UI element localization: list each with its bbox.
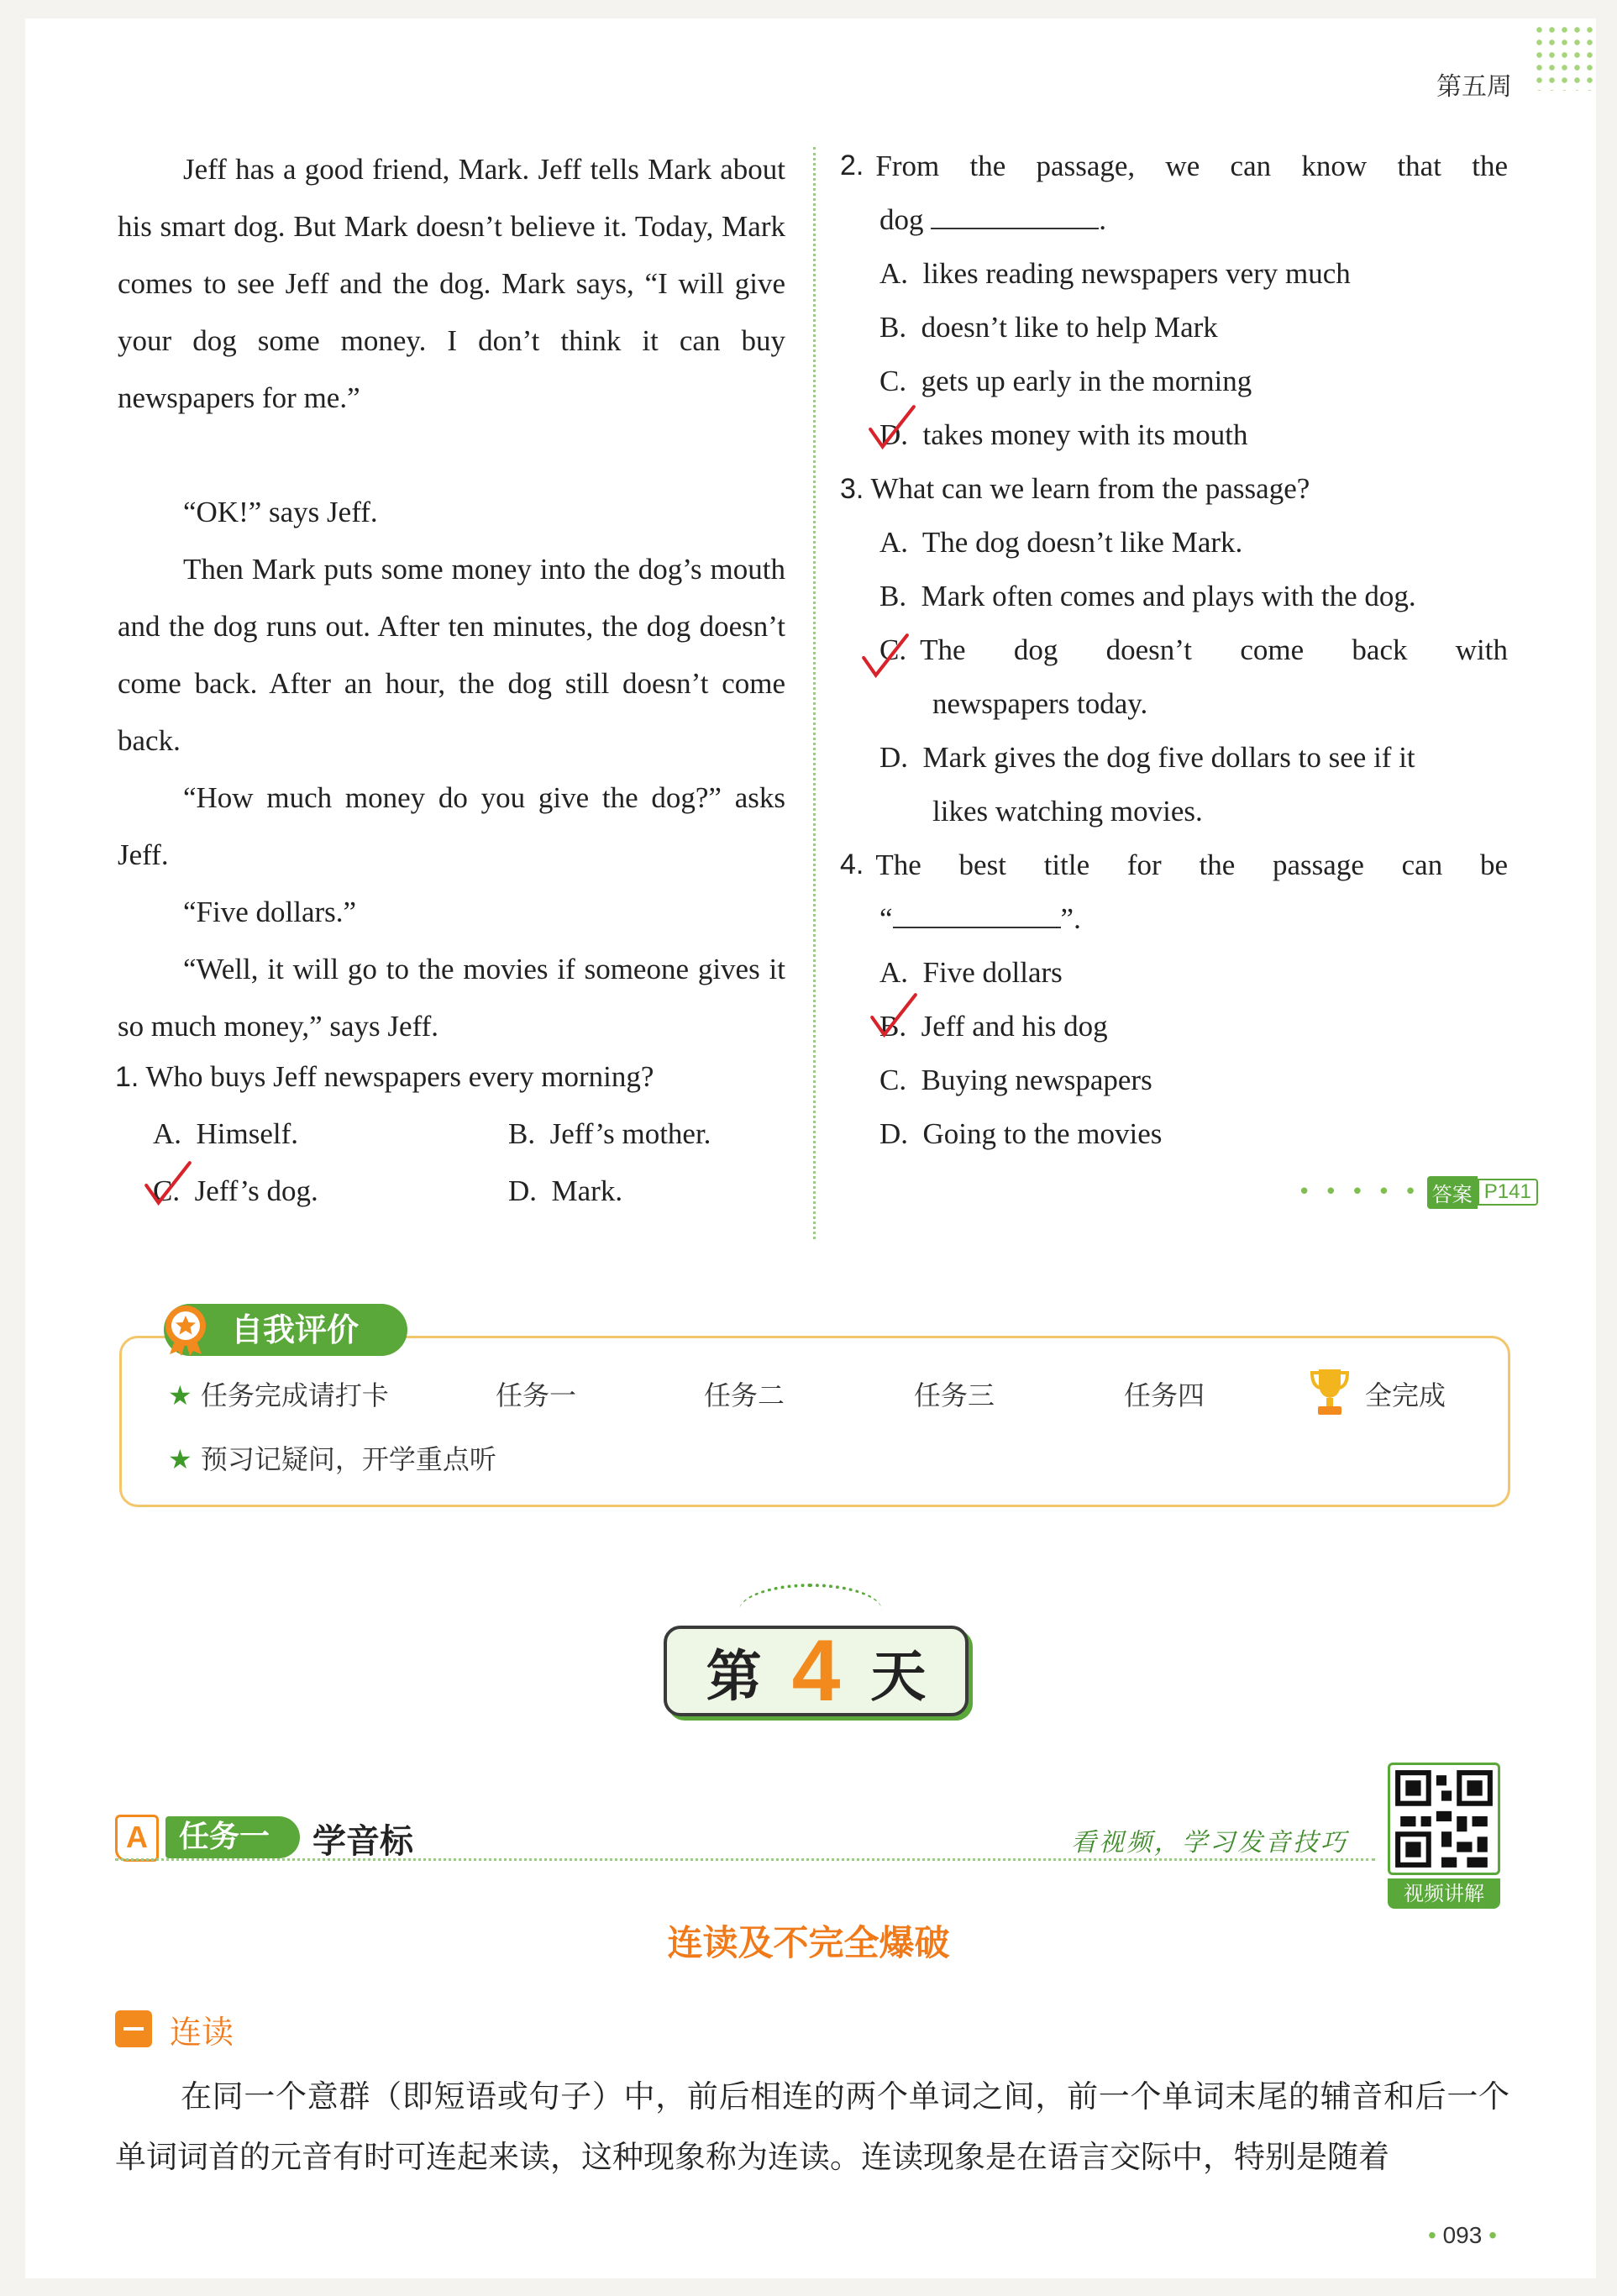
passage-paragraph-6: “Well, it will go to the movies if someone gives it so much money,” says Jeff. bbox=[118, 953, 785, 1043]
q1-option-b[interactable] bbox=[508, 1117, 711, 1151]
q3-option-c[interactable] bbox=[879, 633, 1508, 667]
title-answer-blank[interactable] bbox=[893, 903, 1061, 928]
question-4-close-quote: ”. bbox=[1060, 902, 1081, 935]
question-2-stem-line2 bbox=[879, 203, 1106, 237]
qr-code-icon[interactable] bbox=[1388, 1763, 1500, 1875]
q4-option-a-text: Five dollars bbox=[922, 956, 1063, 989]
q1-check-mark-icon bbox=[141, 1159, 193, 1211]
question-1 bbox=[115, 1060, 654, 1094]
task-checkin-4[interactable]: 任务四 bbox=[1124, 1379, 1205, 1411]
page-number-dot-right: • bbox=[1488, 2222, 1497, 2248]
answer-dots: • • • • • bbox=[1298, 1180, 1420, 1205]
all-complete-checkin[interactable]: 全完成 bbox=[1365, 1379, 1446, 1411]
q2-check-mark-icon bbox=[865, 403, 917, 455]
q4-option-a-letter: A. bbox=[879, 956, 909, 989]
task-checkin-1[interactable]: 任务一 bbox=[496, 1379, 577, 1411]
q3-option-d[interactable] bbox=[879, 741, 1415, 775]
q1-option-d-text: Mark. bbox=[551, 1174, 623, 1207]
passage-paragraph-3: Then Mark puts some money into the dog’s mouth and the dog runs out. After ten minutes, the dog doesn’t come back. After an hour, the dog still doesn’t come back. bbox=[118, 553, 785, 757]
day-heading bbox=[664, 1621, 969, 1720]
q2-option-d-letter: D. bbox=[879, 418, 909, 451]
video-label: 视频讲解 bbox=[1388, 1878, 1500, 1909]
day-suffix: 天 bbox=[870, 1643, 927, 1709]
answer-page: P141 bbox=[1478, 1179, 1538, 1206]
question-1-number: 1. bbox=[115, 1061, 139, 1093]
q4-option-c-letter: C. bbox=[879, 1064, 907, 1096]
q4-option-d-letter: D. bbox=[879, 1117, 909, 1150]
question-2-number: 2. bbox=[840, 150, 864, 181]
question-4-stem-line2 bbox=[879, 902, 1081, 936]
question-4-open-quote: “ bbox=[879, 902, 893, 935]
q1-option-b-text: Jeff’s mother. bbox=[549, 1117, 711, 1150]
q1-option-c-letter: C. bbox=[153, 1174, 181, 1207]
body-paragraph: 在同一个意群（即短语或句子）中，前后相连的两个单词之间，前一个单词末尾的辅音和后一个单词词首的元音有时可连起来读，这种现象称为连读。连读现象是在语言交际中，特别是随着 bbox=[115, 2078, 1509, 2175]
task-tag: 任务一 bbox=[165, 1816, 300, 1858]
q2-option-b[interactable] bbox=[879, 311, 1218, 344]
subsection-label: 连读 bbox=[170, 2014, 234, 2051]
q2-option-c-letter: C. bbox=[879, 365, 907, 397]
question-2-stem-end: . bbox=[1099, 203, 1106, 236]
q3-option-c-cont: newspapers today. bbox=[932, 687, 1148, 720]
q2-option-c[interactable] bbox=[879, 365, 1252, 398]
dots-decoration bbox=[1533, 24, 1593, 91]
video-hint: 看视频，学习发音技巧 bbox=[1071, 1828, 1348, 1857]
question-2-stem: From the passage, we can know that the bbox=[875, 150, 1508, 182]
day-number: 4 bbox=[791, 1621, 841, 1720]
passage-paragraph-5: “Five dollars.” bbox=[183, 896, 357, 928]
q2-option-a[interactable] bbox=[879, 257, 1351, 291]
q4-check-mark-icon bbox=[867, 991, 919, 1043]
answer-reference[interactable] bbox=[1298, 1176, 1538, 1208]
q4-option-a[interactable] bbox=[879, 956, 1063, 990]
q1-option-d[interactable] bbox=[508, 1174, 622, 1208]
star-icon: ★ bbox=[168, 1379, 192, 1411]
preview-label: 预习记疑问，开学重点听 bbox=[200, 1443, 496, 1475]
q3-option-a[interactable] bbox=[879, 526, 1242, 560]
q3-option-b-letter: B. bbox=[879, 580, 907, 612]
question-4 bbox=[840, 849, 1508, 882]
column-divider bbox=[813, 147, 816, 1239]
q4-option-b-letter: B. bbox=[879, 1010, 907, 1043]
checkin-label: 任务完成请打卡 bbox=[200, 1379, 389, 1411]
q2-option-d-text: takes money with its mouth bbox=[922, 418, 1248, 451]
page-number-dot-left: • bbox=[1428, 2222, 1436, 2248]
page-number bbox=[1428, 2222, 1497, 2249]
q3-option-a-letter: A. bbox=[879, 526, 909, 559]
q2-option-b-letter: B. bbox=[879, 311, 907, 344]
q1-option-b-letter: B. bbox=[508, 1117, 536, 1150]
q3-check-mark-icon bbox=[858, 632, 911, 684]
page-number-value: 093 bbox=[1442, 2222, 1483, 2248]
q3-option-c-letter: C. bbox=[879, 633, 907, 666]
task-name: 学音标 bbox=[312, 1822, 413, 1861]
question-2 bbox=[840, 150, 1508, 183]
subsection-marker bbox=[115, 2010, 152, 2047]
q3-option-c-text: The dog doesn’t come back with bbox=[920, 633, 1508, 666]
q1-option-a[interactable] bbox=[153, 1117, 298, 1151]
passage-paragraph-4: “How much money do you give the dog?” asks Jeff. bbox=[118, 781, 785, 871]
question-2-stem-word: dog bbox=[879, 203, 924, 236]
q2-option-a-letter: A. bbox=[879, 257, 909, 290]
question-4-number: 4. bbox=[840, 849, 864, 880]
q3-option-b-text: Mark often comes and plays with the dog. bbox=[921, 580, 1416, 612]
answer-label: 答案 bbox=[1427, 1176, 1478, 1209]
trophy-icon bbox=[1310, 1368, 1349, 1416]
question-3-number: 3. bbox=[840, 473, 864, 505]
task-checkin-3[interactable]: 任务三 bbox=[914, 1379, 995, 1411]
q1-option-a-letter: A. bbox=[153, 1117, 182, 1150]
q1-option-c-text: Jeff’s dog. bbox=[194, 1174, 318, 1207]
q4-option-c[interactable] bbox=[879, 1064, 1152, 1097]
task-letter-badge: A bbox=[115, 1815, 159, 1862]
q4-option-b-text: Jeff and his dog bbox=[921, 1010, 1108, 1043]
q1-option-a-text: Himself. bbox=[196, 1117, 299, 1150]
q3-option-d-text: Mark gives the dog five dollars to see if it bbox=[922, 741, 1415, 774]
question-3 bbox=[840, 472, 1310, 506]
question-3-stem: What can we learn from the passage? bbox=[870, 472, 1310, 505]
q3-option-a-text: The dog doesn’t like Mark. bbox=[921, 526, 1243, 559]
q4-option-d[interactable] bbox=[879, 1117, 1162, 1151]
q3-option-d-cont: likes watching movies. bbox=[932, 795, 1203, 828]
answer-blank[interactable] bbox=[931, 204, 1099, 229]
section-title: 连读及不完全爆破 bbox=[667, 1922, 950, 1963]
star-icon: ★ bbox=[168, 1443, 192, 1475]
q4-option-c-text: Buying newspapers bbox=[921, 1064, 1152, 1096]
passage-paragraph-1: Jeff has a good friend, Mark. Jeff tells Mark about his smart dog. But Mark doesn’t believe it. Today, Mark comes to see Jeff and the dog. Mark says, “I will give your dog some money. I don’t think it can buy newspapers for me.” bbox=[118, 153, 785, 414]
day-prefix: 第 bbox=[706, 1643, 762, 1709]
self-evaluation-title: 自我评价 bbox=[164, 1304, 407, 1356]
q3-option-d-letter: D. bbox=[879, 741, 909, 774]
q3-option-b[interactable] bbox=[879, 580, 1416, 613]
question-1-stem: Who buys Jeff newspapers every morning? bbox=[145, 1060, 654, 1093]
q2-option-d[interactable] bbox=[879, 418, 1247, 452]
q2-option-c-text: gets up early in the morning bbox=[921, 365, 1252, 397]
task-divider bbox=[115, 1858, 1375, 1861]
passage-paragraph-2: “OK!” says Jeff. bbox=[183, 496, 378, 528]
q2-option-b-text: doesn’t like to help Mark bbox=[921, 311, 1218, 344]
question-4-stem: The best title for the passage can be bbox=[875, 849, 1508, 881]
q4-option-d-text: Going to the movies bbox=[922, 1117, 1163, 1150]
medal-icon bbox=[158, 1300, 213, 1356]
self-evaluation-box bbox=[119, 1336, 1510, 1507]
eval-row-tasks bbox=[168, 1374, 389, 1413]
q1-option-d-letter: D. bbox=[508, 1174, 538, 1207]
q2-option-a-text: likes reading newspapers very much bbox=[922, 257, 1351, 290]
eval-row-questions bbox=[168, 1438, 496, 1477]
task-checkin-2[interactable]: 任务二 bbox=[704, 1379, 785, 1411]
week-label: 第五周 bbox=[1436, 72, 1512, 102]
